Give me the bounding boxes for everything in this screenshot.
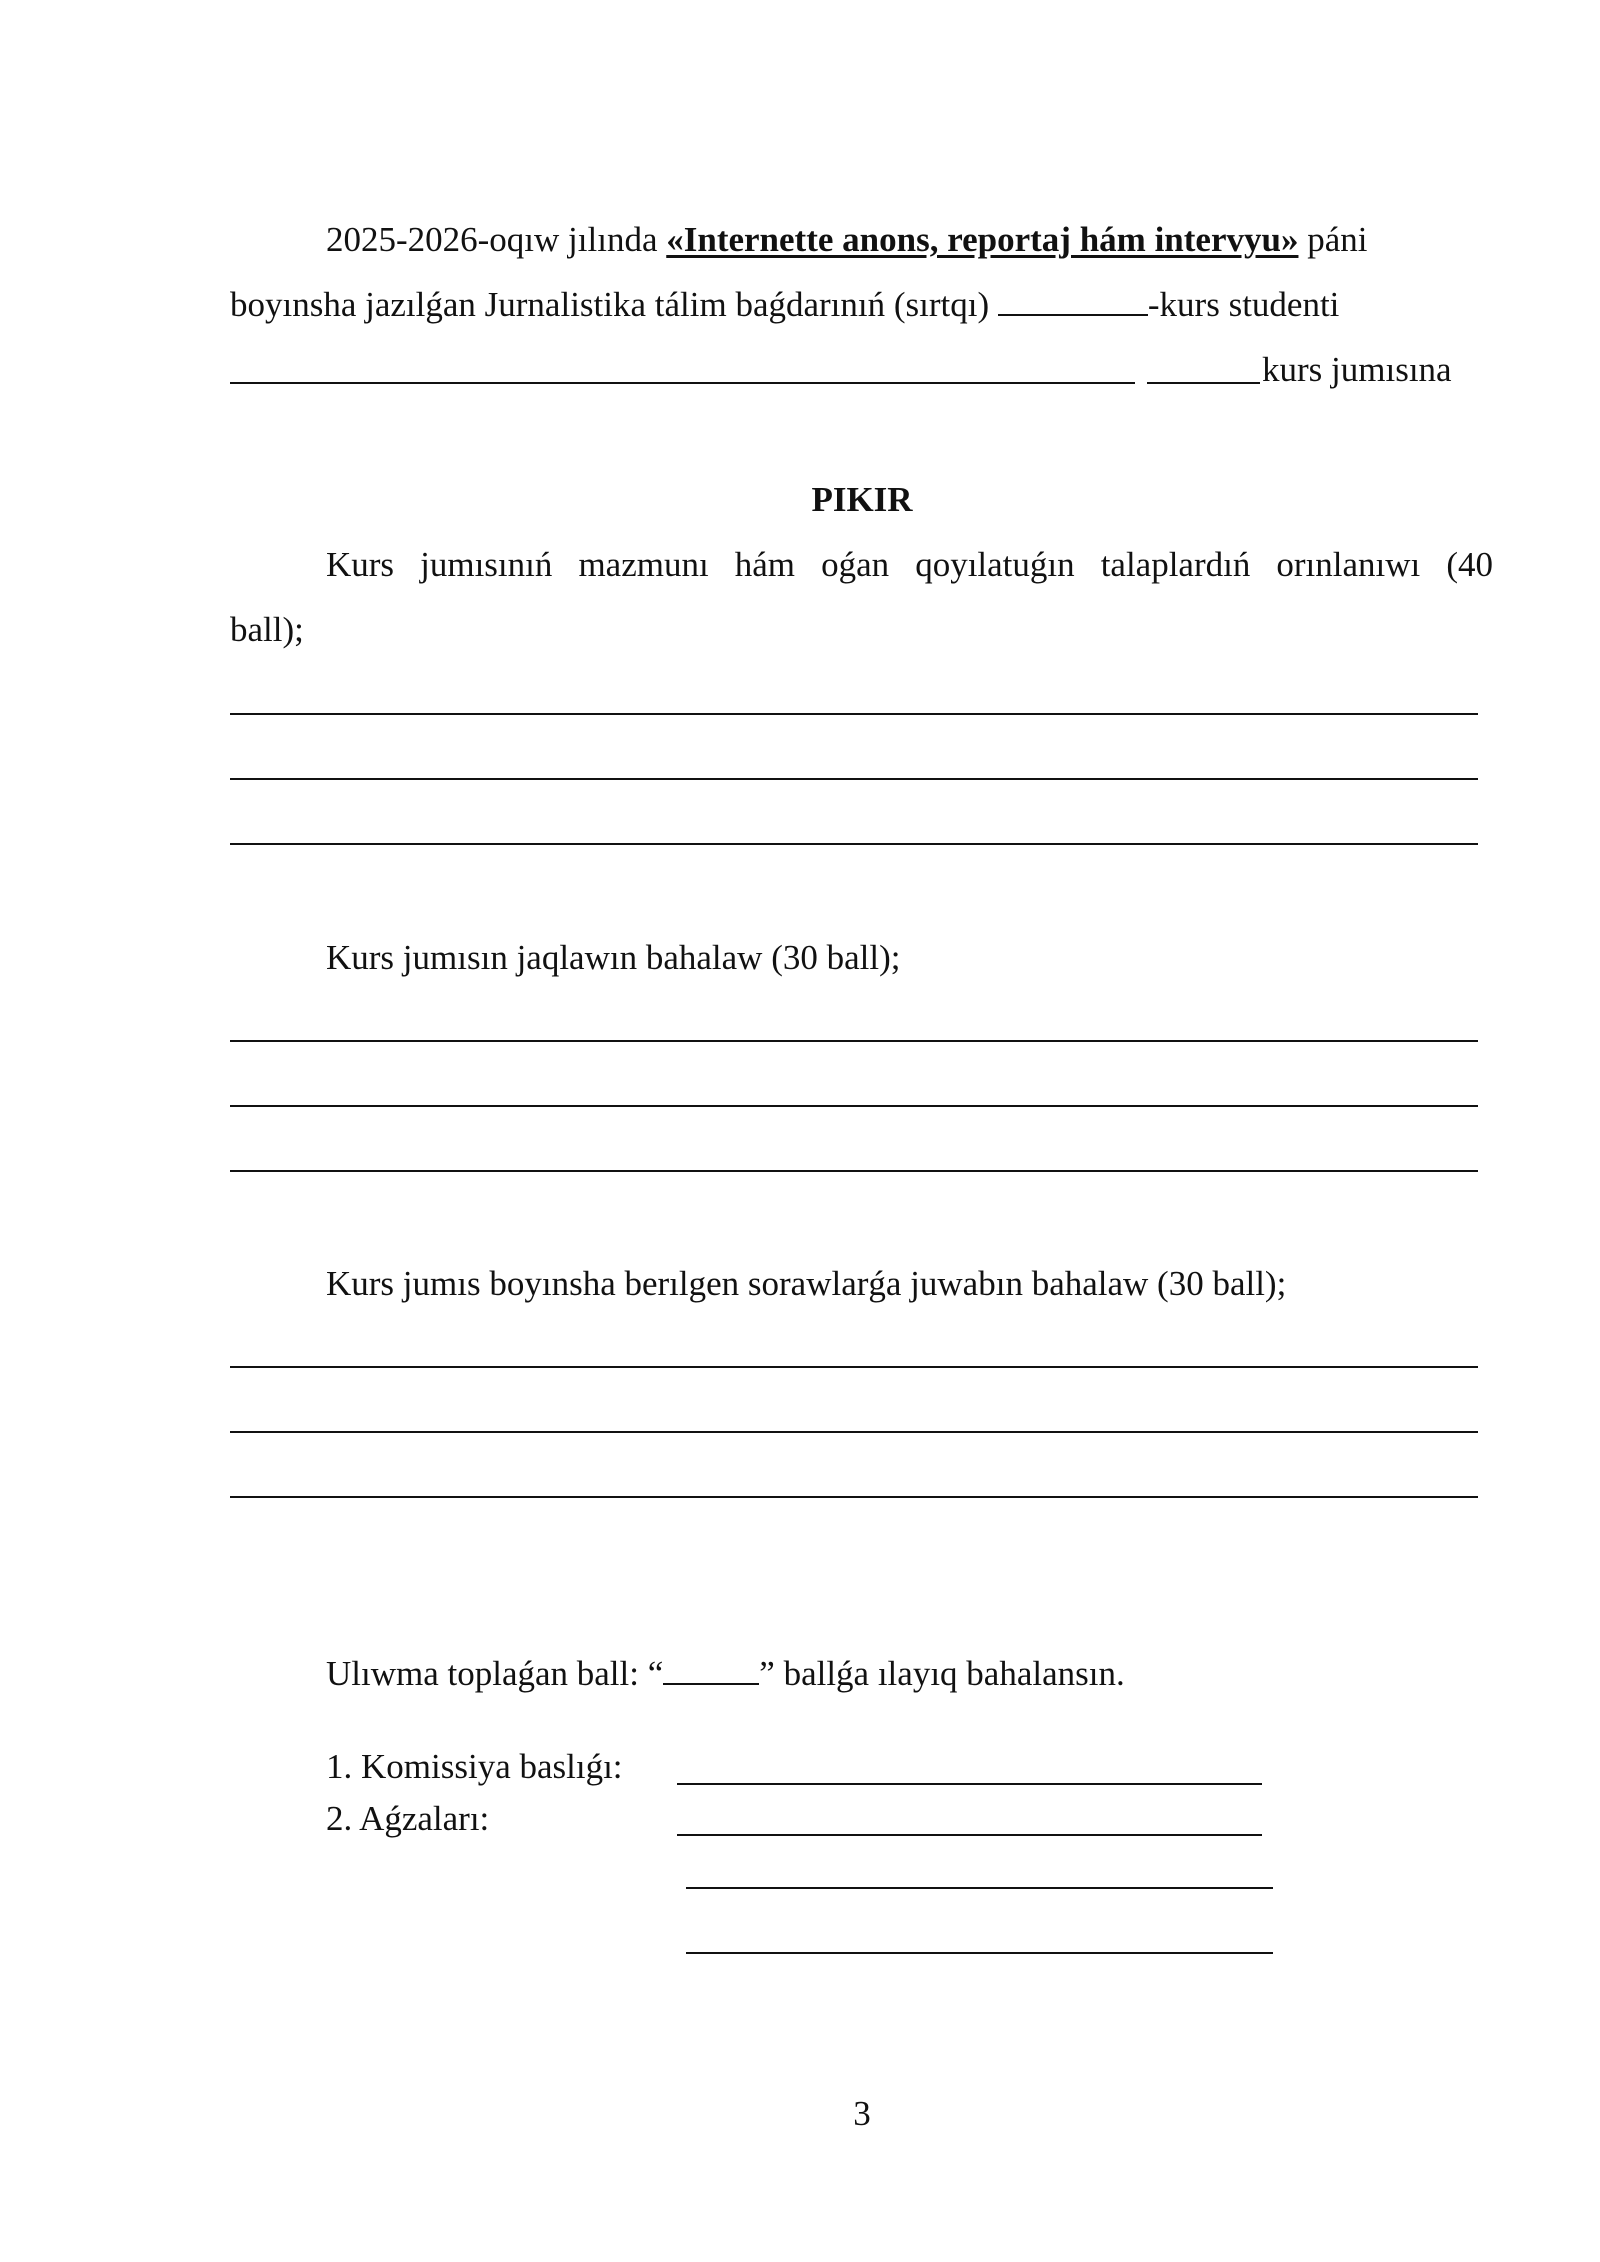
section-2-answer-line — [230, 1105, 1478, 1107]
total-score-prefix: Ulıwma toplaǵan ball: “ — [326, 1654, 664, 1693]
section-1-word: orınlanıwı — [1276, 545, 1421, 584]
course-work-blank — [1147, 382, 1260, 384]
commission-members-label: 2. Aǵzaları: — [326, 1799, 490, 1838]
page-title: PIKIR — [811, 480, 913, 519]
commission-member-signature-line — [677, 1834, 1262, 1836]
commission-member-signature-line — [686, 1952, 1273, 1954]
intro-line2-text: boyınsha jazılǵan Jurnalistika tálim baǵdarınıń (sırtqı) — [230, 285, 998, 324]
section-1-word: jumısınıń — [420, 545, 553, 584]
intro-line3-suffix: kurs jumısına — [1262, 350, 1452, 389]
course-year-blank — [998, 284, 1148, 316]
commission-chair-label: 1. Komissiya baslıǵı: — [326, 1747, 623, 1786]
section-2-answer-line — [230, 1040, 1478, 1042]
total-score-suffix: ” ballǵa ılayıq bahalansın. — [759, 1654, 1125, 1693]
intro-line-1 — [326, 218, 1367, 262]
course-title: «Internette anons, reportaj hám intervyu» — [666, 220, 1299, 259]
section-3-label: Kurs jumıs boyınsha berılgen sorawlarǵa juwabın bahalaw (30 ball); — [326, 1264, 1287, 1303]
section-2-label: Kurs jumısın jaqlawın bahalaw (30 ball); — [326, 938, 901, 977]
section-1-word: qoyılatuǵın — [915, 545, 1075, 584]
section-3-answer-line — [230, 1431, 1478, 1433]
commission-member-signature-line — [686, 1887, 1273, 1889]
intro-line2-suffix: -kurs studenti — [1147, 285, 1340, 324]
section-1-word: mazmunı — [578, 545, 709, 584]
intro-line1-suffix: páni — [1298, 220, 1368, 259]
total-score-line — [326, 1652, 1125, 1696]
intro-prefix: 2025-2026-oqıw jılında — [326, 220, 667, 259]
section-1-word: (40 — [1446, 545, 1493, 584]
commission-chair-signature-line — [677, 1783, 1262, 1785]
page-number: 3 — [853, 2094, 871, 2133]
section-1-word: oǵan — [821, 545, 890, 584]
section-3-answer-line — [230, 1366, 1478, 1368]
section-1-label-continuation: ball); — [230, 610, 304, 649]
total-score-blank — [663, 1653, 759, 1685]
section-1-answer-line — [230, 713, 1478, 715]
section-3-answer-line — [230, 1496, 1478, 1498]
section-1-label — [326, 543, 1493, 587]
intro-line-2 — [230, 283, 1339, 327]
section-2-answer-line — [230, 1170, 1478, 1172]
section-1-word: hám — [734, 545, 796, 584]
section-1-answer-line — [230, 778, 1478, 780]
section-1-answer-line — [230, 843, 1478, 845]
section-1-word: talaplardıń — [1100, 545, 1251, 584]
student-name-blank — [230, 382, 1135, 384]
section-1-word: Kurs — [326, 545, 395, 584]
